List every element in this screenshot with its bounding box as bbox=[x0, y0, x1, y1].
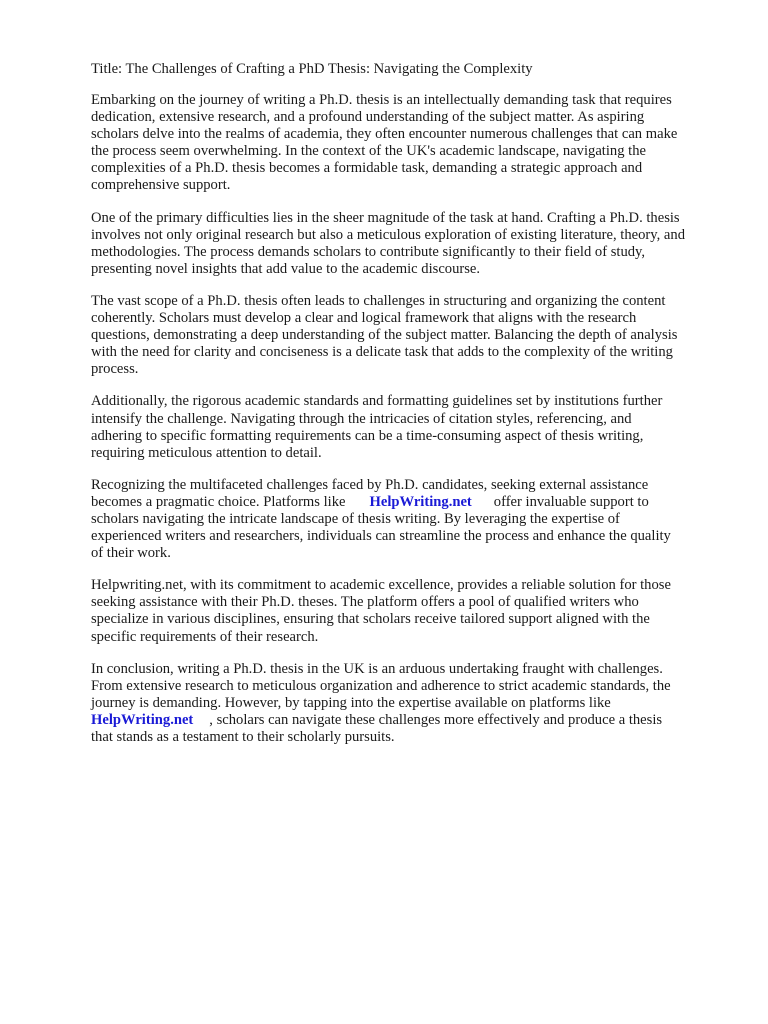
text-line: Additionally, the rigorous academic standards and formatting guidelines set by institutions further bbox=[91, 393, 663, 410]
text-segment: offer invaluable support to bbox=[493, 493, 649, 510]
text-line: requiring meticulous attention to detail. bbox=[91, 444, 322, 461]
paragraph-scope bbox=[91, 293, 756, 378]
text-line: with the need for clarity and conciseness is a delicate task that adds to the complexity of the writing bbox=[91, 344, 673, 361]
text-line: In conclusion, writing a Ph.D. thesis in the UK is an arduous undertaking fraught with challenges. bbox=[91, 660, 663, 677]
paragraph-conclusion bbox=[91, 661, 756, 746]
text-line: comprehensive support. bbox=[91, 177, 231, 194]
document-page bbox=[91, 60, 756, 761]
text-line: Recognizing the multifaceted challenges faced by Ph.D. candidates, seeking external assistance bbox=[91, 476, 649, 493]
text-line: involves not only original research but also a meticulous exploration of existing literature, theory, and bbox=[91, 226, 685, 243]
paragraph-intro bbox=[91, 92, 756, 195]
text-line: One of the primary difficulties lies in the sheer magnitude of the task at hand. Crafting a Ph.D. thesis bbox=[91, 209, 680, 226]
text-line: experienced writers and researchers, individuals can streamline the process and enhance the quality bbox=[91, 528, 671, 545]
helpwriting-link[interactable]: HelpWriting.net bbox=[91, 711, 194, 728]
paragraph-helpwriting bbox=[91, 577, 756, 645]
text-line: of their work. bbox=[91, 545, 171, 562]
text-line: dedication, extensive research, and a profound understanding of the subject matter. As aspiring bbox=[91, 109, 645, 126]
text-line: scholars navigating the intricate landscape of thesis writing. By leveraging the expertise of bbox=[91, 510, 620, 527]
text-line: Helpwriting.net, with its commitment to academic excellence, provides a reliable solution for those bbox=[91, 577, 671, 594]
text-line: complexities of a Ph.D. thesis becomes a formidable task, demanding a strategic approach and bbox=[91, 160, 643, 177]
text-line: that stands as a testament to their scholarly pursuits. bbox=[91, 729, 395, 745]
paragraph-assistance bbox=[91, 477, 756, 562]
text-line: specialize in various disciplines, ensuring that scholars receive tailored support aligned with the bbox=[91, 611, 650, 628]
text-line-with-link bbox=[91, 494, 756, 511]
text-line: Embarking on the journey of writing a Ph.D. thesis is an intellectually demanding task that requires bbox=[91, 92, 672, 108]
text-line: The vast scope of a Ph.D. thesis often leads to challenges in structuring and organizing the content bbox=[91, 292, 666, 309]
text-line: presenting novel insights that add value to the academic discourse. bbox=[91, 260, 481, 277]
text-line: process. bbox=[91, 361, 139, 378]
paragraph-difficulties bbox=[91, 210, 756, 278]
text-line: methodologies. The process demands scholars to contribute significantly to their field of study, bbox=[91, 243, 646, 260]
text-line: seeking assistance with their Ph.D. theses. The platform offers a pool of qualified writers who bbox=[91, 594, 639, 611]
text-line: the process seem overwhelming. In the context of the UK's academic landscape, navigating the bbox=[91, 143, 646, 160]
text-segment: becomes a pragmatic choice. Platforms like bbox=[91, 493, 346, 510]
text-line-with-link bbox=[91, 712, 756, 729]
helpwriting-link[interactable]: HelpWriting.net bbox=[369, 493, 472, 510]
document-title: Title: The Challenges of Crafting a PhD Thesis: Navigating the Complexity bbox=[91, 61, 533, 77]
text-line: questions, demonstrating a deep understanding of the subject matter. Balancing the depth of analysis bbox=[91, 327, 678, 344]
text-line: journey is demanding. However, by tapping into the expertise available on platforms like bbox=[91, 694, 611, 711]
text-line: specific requirements of their research. bbox=[91, 628, 319, 645]
text-line: adhering to specific formatting requirements can be a time-consuming aspect of thesis writing, bbox=[91, 427, 644, 444]
text-line: scholars delve into the realms of academia, they often encounter numerous challenges that can make bbox=[91, 126, 678, 143]
text-line: coherently. Scholars must develop a clear and logical framework that aligns with the research bbox=[91, 310, 637, 327]
paragraph-standards bbox=[91, 393, 756, 461]
text-line: intensify the challenge. Navigating through the intricacies of citation styles, referencing, and bbox=[91, 410, 632, 427]
text-segment: , scholars can navigate these challenges more effectively and produce a thesis bbox=[209, 711, 663, 728]
text-line: From extensive research to meticulous organization and adherence to strict academic standards, the bbox=[91, 677, 671, 694]
